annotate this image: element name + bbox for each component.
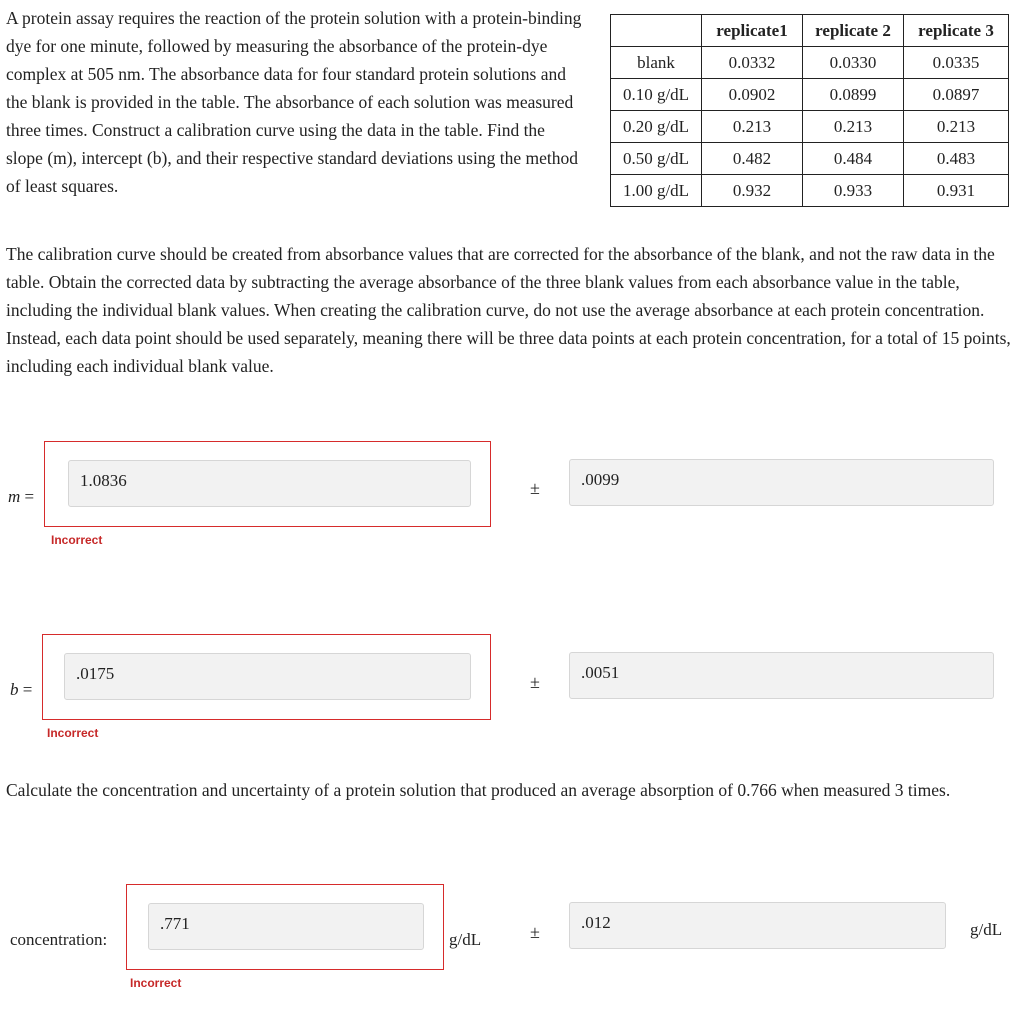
intercept-label <box>10 680 32 700</box>
intercept-equals: = <box>22 680 33 699</box>
table-header-replicate1: replicate1 <box>702 15 803 47</box>
table-cell: 0.0332 <box>702 47 803 79</box>
table-cell: 0.931 <box>904 175 1009 207</box>
intercept-plus-minus: ± <box>530 672 540 692</box>
table-cell: 0.0899 <box>803 79 904 111</box>
slope-status-incorrect: Incorrect <box>51 533 103 547</box>
table-header-row <box>611 15 1009 47</box>
table-cell: 0.213 <box>904 111 1009 143</box>
absorbance-table <box>610 14 1009 207</box>
concentration-question: Calculate the concentration and uncertainty of a protein solution that produced an average absorption of 0.766 when measured 3 times. <box>6 780 951 800</box>
intercept-input[interactable]: .0175 <box>64 653 471 700</box>
table-cell: 0.0330 <box>803 47 904 79</box>
table-row-label: 1.00 g/dL <box>611 175 702 207</box>
table-row <box>611 111 1009 143</box>
slope-label <box>8 487 34 507</box>
table-cell: 0.213 <box>702 111 803 143</box>
slope-plus-minus: ± <box>530 478 540 498</box>
table-header-corner <box>611 15 702 47</box>
concentration-status-incorrect: Incorrect <box>130 976 182 990</box>
concentration-uncertainty-unit: g/dL <box>970 920 1003 939</box>
table-cell: 0.933 <box>803 175 904 207</box>
intercept-status-incorrect: Incorrect <box>47 726 99 740</box>
slope-symbol: m <box>8 487 21 506</box>
concentration-plus-minus: ± <box>530 922 540 942</box>
table-cell: 0.932 <box>702 175 803 207</box>
table-cell: 0.0902 <box>702 79 803 111</box>
table-row-label: 0.20 g/dL <box>611 111 702 143</box>
table-row-label: 0.10 g/dL <box>611 79 702 111</box>
problem-intro: A protein assay requires the reaction of the protein solution with a protein-binding dye for one minute, followed by measuring the absorbance of the protein-dye complex at 505 nm. The absorbance data for four standard protein solutions and the blank is provided in the table. The absorbance of each solution was measured three times. Construct a calibration curve using the data in the table. Find the slope (m), intercept (b), and their respective standard deviations using the method of least squares. <box>6 8 582 196</box>
problem-instructions: The calibration curve should be created from absorbance values that are corrected for the absorbance of the blank, and not the raw data in the table. Obtain the corrected data by subtracting the average absorbance of the three blank values from each absorbance value in the table, including the individual blank values. When creating the calibration curve, do not use the average absorbance at each protein concentration. Instead, each data point should be used separately, meaning there will be three data points at each protein concentration, for a total of 15 points, including each individual blank value. <box>6 244 1011 376</box>
table-row <box>611 79 1009 111</box>
table-row <box>611 175 1009 207</box>
slope-uncertainty-input[interactable]: .0099 <box>569 459 994 506</box>
concentration-input[interactable]: .771 <box>148 903 424 950</box>
table-cell: 0.0335 <box>904 47 1009 79</box>
table-cell: 0.213 <box>803 111 904 143</box>
concentration-unit: g/dL <box>449 930 482 949</box>
concentration-uncertainty-input[interactable]: .012 <box>569 902 946 949</box>
table-cell: 0.482 <box>702 143 803 175</box>
table-cell: 0.483 <box>904 143 1009 175</box>
slope-equals: = <box>24 487 35 506</box>
concentration-label: concentration: <box>10 930 108 949</box>
intercept-symbol: b <box>10 680 19 699</box>
table-row <box>611 143 1009 175</box>
slope-input[interactable]: 1.0836 <box>68 460 471 507</box>
table-header-replicate3: replicate 3 <box>904 15 1009 47</box>
table-cell: 0.0897 <box>904 79 1009 111</box>
table-row-label: 0.50 g/dL <box>611 143 702 175</box>
table-row <box>611 47 1009 79</box>
table-cell: 0.484 <box>803 143 904 175</box>
intercept-uncertainty-input[interactable]: .0051 <box>569 652 994 699</box>
table-row-label: blank <box>611 47 702 79</box>
table-header-replicate2: replicate 2 <box>803 15 904 47</box>
